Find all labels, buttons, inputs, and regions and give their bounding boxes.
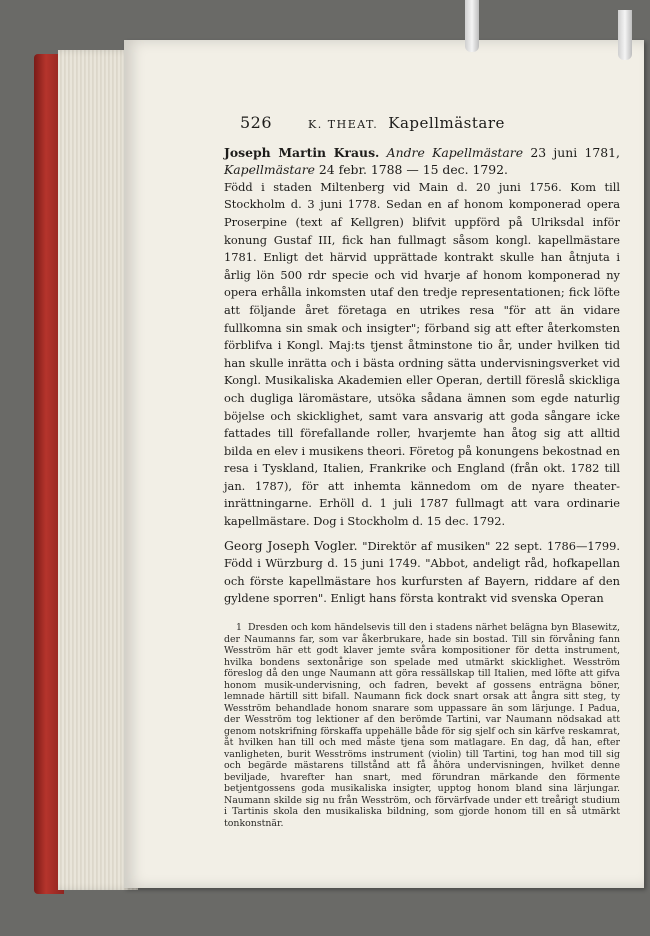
entry-kraus: [224, 144, 620, 531]
section-label: K. THEAT.: [308, 118, 379, 131]
entry-body: Född i staden Miltenberg vid Main d. 20 juni 1756. Kom till Stockholm d. 3 juni 1778. Sedan en af honom komponerad opera Proserpine (text af Kellgren) blifvit uppförd på Ulriksdal inför konung Gustaf III, fick han fullmagt såsom kongl. kapellmästare 1781. Enligt det härvid upprättade kontrakt skulle han åtnjuta i årlig lön 500 rdr specie och vid hvarje af honom komponerad ny opera erhålla inkomsten utaf den tredje representationen; fick löfte att följande året företaga en utrikes resa "för att än vidare fullkomna sin smak och insigter"; förband sig att efter återkomsten förblifva i Kongl. Maj:ts tjenst åtminstone tio år, under hvilken tid han skulle inrätta och i bästa ordning sätta undervisningsverket vid Kongl. Musikaliska Akademien eller Operan, dertill föreslå skickliga och dugliga läromästare, utsöka sådana ämnen som egde naturlig böjelse och skicklighet, samt vara ansvarig att goda sångare icke fattades till förefallande roller, hvarjemte han åtog sig att alltid bilda en elev i musikens theori. Företog på konungens bekostnad en resa i Tyskland, Italien, Frankrike och England (från okt. 1782 till jan. 1787), för att inhemta kännedom om de nyare theater-inrättningarne. Erhöll d. 1 juli 1787 fullmagt att vara ordinarie kapellmästare. Dog i Stockholm d. 15 dec. 1792.: [224, 179, 620, 529]
footnote: [224, 622, 620, 829]
entry-title-2: Kapellmästare: [224, 162, 315, 178]
page-number: 526: [240, 113, 273, 132]
entry-title: Andre Kapellmästare: [386, 144, 524, 160]
page-content: [128, 114, 620, 829]
entry-date-2: 24 febr. 1788 — 15 dec. 1792.: [318, 162, 508, 178]
bookmark-ribbon-right: [618, 10, 632, 60]
entry-vogler: [224, 537, 620, 608]
entry-name: Georg Joseph Vogler.: [224, 537, 358, 553]
footnote-label: 1: [236, 622, 242, 634]
entry-date: 22 sept. 1786—1799.: [495, 538, 620, 553]
footnote-text: Dresden och kom händelsevis till den i stadens närhet belägna byn Blasewitz, der Naumanns far, som var åkerbrukare, hade sin bostad. Till sin förvåning fann Wesström här ett godt klaver jemte svåra kompositioner för detta instrument, hvilka bondens sextonårige son spelade med utmärkt skicklighet. Wesström föreslog då den unge Naumann att göra ressällskap till Italien, med löfte att gifva honom musik-undervisning, och fadren, bevekt af gossens enträgna böner, lemnade härtill sitt bifall. Naumann fick dock snart orsak att ångra sitt steg, ty Wesström behandlade honom snarare som uppassare än som lärjunge. I Padua, der Wesström tog lektioner af den berömde Tartini, var Naumann nödsakad att genom notskrifning förskaffa uppehälle både för sig sjelf och sin kärfve reskamrat, åt hvilken han till och med måste tjena som matlagare. En dag, då han, efter vanligheten, burit Wesströms instrument (violin) till Tartini, tog han mod till sig och begärde mästarens tillstånd att få åhöra undervisningen, hvilket denne beviljade, hvarefter han snart, med förundran märkande den förmente betjentgossens goda musikaliska insigter, upptog honom bland sina lärjungar. Naumann skilde sig nu från Wesström, och förvärfvade under ett treårigt studium i Tartinis skola den musikaliska bildning, som gjorde honom till en så utmärkt tonkonstnär.: [224, 622, 620, 829]
entry-heading: [224, 144, 620, 179]
entry-name: Joseph Martin Kraus.: [224, 144, 380, 160]
running-title: Kapellmästare: [388, 114, 505, 132]
running-head: [240, 114, 620, 134]
entry-title: "Direktör af musiken": [362, 538, 491, 553]
entry-heading: [224, 537, 620, 608]
entry-date: 23 juni 1781,: [530, 144, 620, 160]
bookmark-ribbon: [465, 0, 479, 52]
entry-body: Född i Würzburg d. 15 juni 1749. "Abbot, andeligt råd, hofkapellan och förste kapellmästare hos kurfursten af Bayern, riddare af den gyldene sporren". Enligt hans första kontrakt vid svenska Operan: [224, 556, 620, 606]
